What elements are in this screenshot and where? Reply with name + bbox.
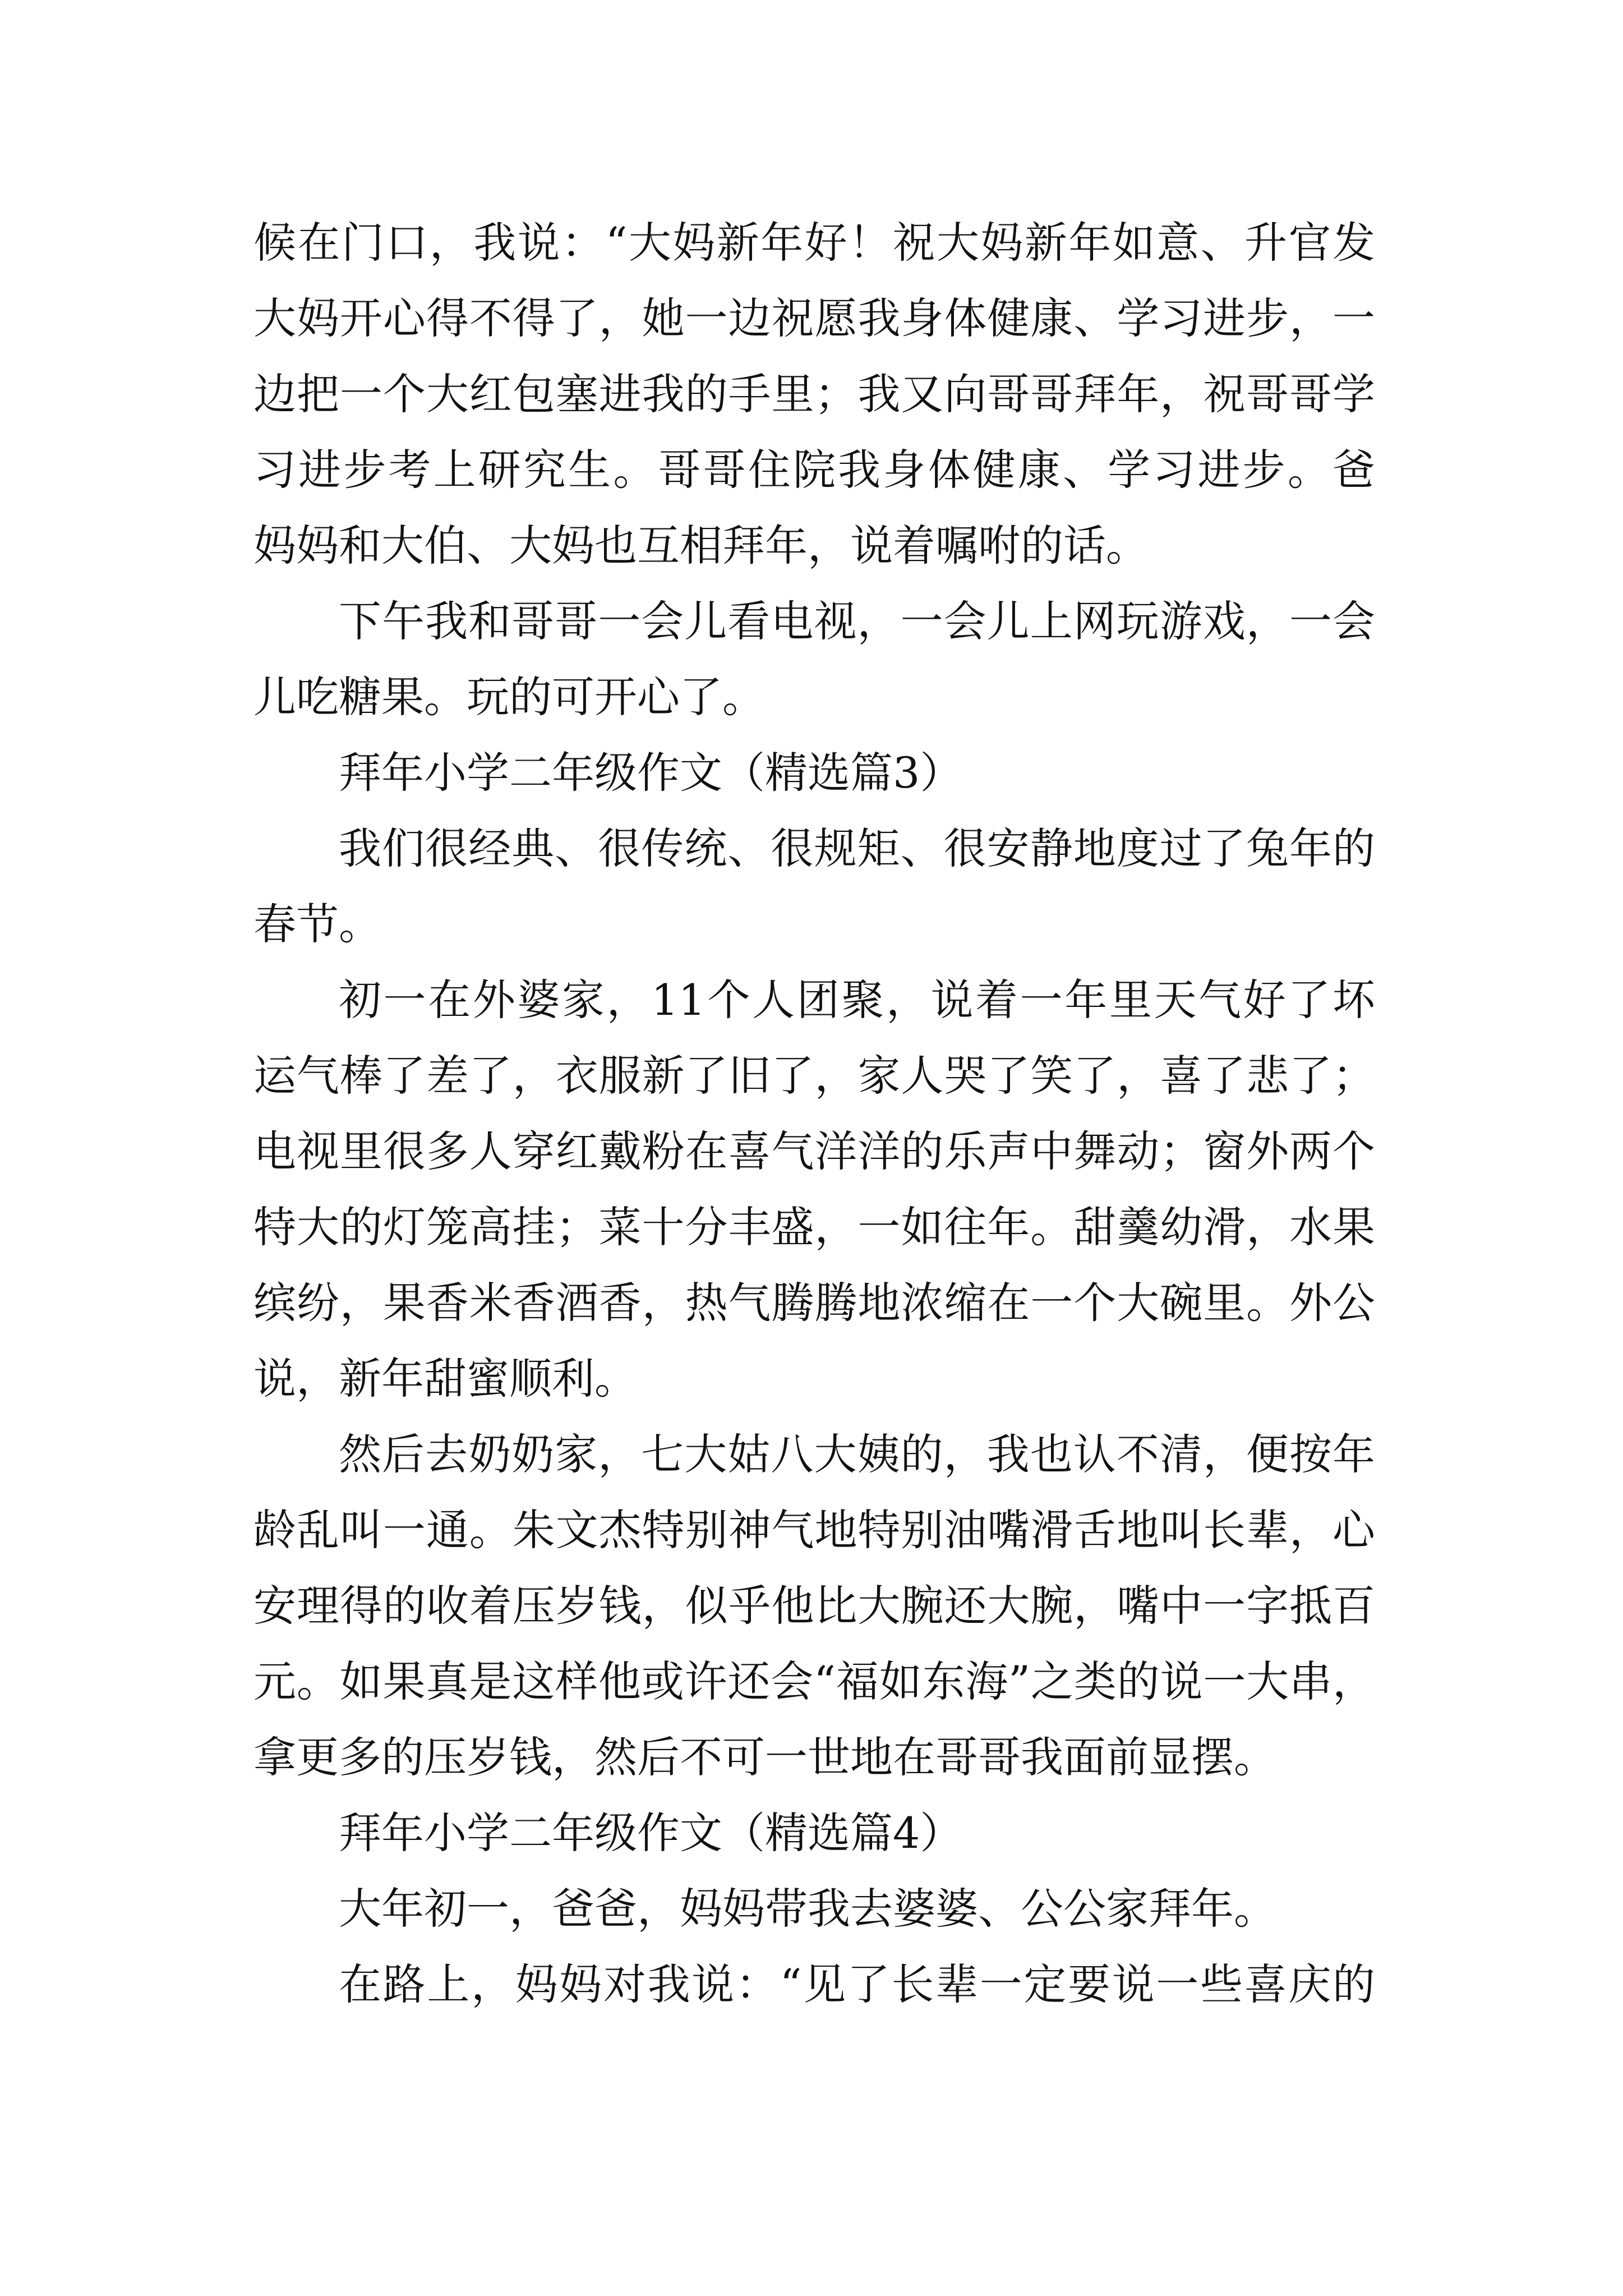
text-line: 妈妈和大伯、大妈也互相拜年，说着嘱咐的话。 (253, 521, 1149, 570)
paragraph-start-line: 在路上，妈妈对我说：“见了长辈一定要说一些喜庆的 (339, 1959, 1375, 2009)
paragraph-start-line: 下午我和哥哥一会儿看电视，一会儿上网玩游戏，一会 (339, 596, 1375, 646)
text-line: 拿更多的压岁钱，然后不可一世地在哥哥我面前显摆。 (253, 1732, 1276, 1782)
section-heading: 拜年小学二年级作文（精选篇4） (339, 1808, 963, 1858)
text-line: 缤纷，果香米香酒香，热气腾腾地浓缩在一个大碗里。外公 (253, 1278, 1375, 1328)
paragraph-start-line: 我们很经典、很传统、很规矩、很安静地度过了兔年的 (339, 823, 1375, 873)
text-line: 特大的灯笼高挂；菜十分丰盛，一如往年。甜羹幼滑，水果 (253, 1202, 1375, 1252)
paragraph-start-line: 初一在外婆家，11个人团聚，说着一年里天气好了坏 (339, 975, 1375, 1025)
text-line: 春节。 (253, 899, 381, 949)
paragraph-start-line: 然后去奶奶家，七大姑八大姨的，我也认不清，便按年 (339, 1429, 1375, 1479)
text-line: 儿吃糖果。玩的可开心了。 (253, 672, 765, 722)
text-line: 习进步考上研究生。哥哥住院我身体健康、学习进步。爸 (253, 445, 1375, 495)
text-line: 说，新年甜蜜顺利。 (253, 1354, 637, 1404)
text-line: 元。如果真是这样他或许还会“福如东海”之类的说一大串， (253, 1657, 1375, 1706)
text-line: 安理得的收着压岁钱，似乎他比大腕还大腕，嘴中一字抵百 (253, 1581, 1375, 1631)
text-line: 电视里很多人穿红戴粉在喜气洋洋的乐声中舞动；窗外两个 (253, 1126, 1375, 1176)
paragraph-start-line: 大年初一，爸爸，妈妈带我去婆婆、公公家拜年。 (339, 1884, 1276, 1934)
text-line: 候在门口，我说：“大妈新年好！祝大妈新年如意、升官发 (253, 218, 1375, 268)
section-heading: 拜年小学二年级作文（精选篇3） (339, 748, 963, 798)
text-line: 大妈开心得不得了，她一边祝愿我身体健康、学习进步，一 (253, 293, 1375, 343)
text-line: 运气棒了差了，衣服新了旧了，家人哭了笑了，喜了悲了； (253, 1051, 1375, 1101)
text-line: 龄乱叫一通。朱文杰特别神气地特别油嘴滑舌地叫长辈，心 (253, 1505, 1375, 1555)
text-line: 边把一个大红包塞进我的手里；我又向哥哥拜年，祝哥哥学 (253, 369, 1375, 419)
body-text (253, 205, 1375, 2022)
